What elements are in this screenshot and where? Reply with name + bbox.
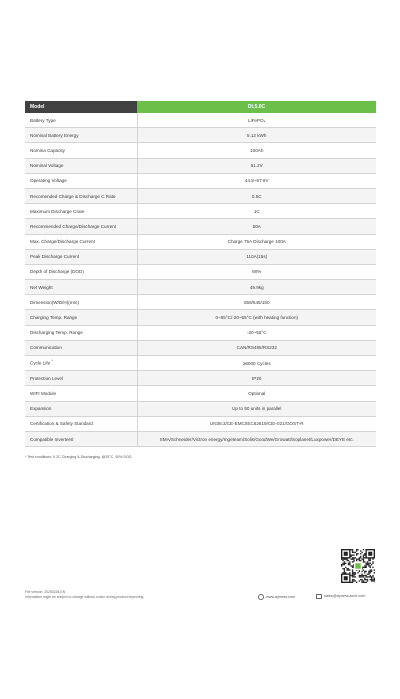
row-value: Optional	[137, 386, 376, 401]
row-label	[25, 188, 137, 203]
row-value: 90%	[137, 264, 376, 279]
table-row	[25, 264, 376, 279]
row-label	[25, 401, 137, 416]
row-value: 44.8~57.6V	[137, 173, 376, 188]
row-label	[25, 143, 137, 158]
table-row	[25, 356, 376, 371]
table-row	[25, 128, 376, 143]
row-label-text: Dimension(W/D/H)(mm)	[30, 299, 79, 305]
row-label	[25, 310, 137, 325]
row-label-text: Nomina Capacity	[30, 147, 65, 153]
row-label	[25, 128, 137, 143]
footer-contacts	[250, 594, 376, 602]
row-value: 1C	[137, 204, 376, 219]
row-value: 0.5C	[137, 188, 376, 203]
row-value: -20~55°C	[137, 325, 376, 340]
row-label-text: Charging Temp. Range	[30, 315, 78, 320]
table-row	[25, 295, 376, 310]
row-label	[25, 280, 137, 295]
row-value: Charge 75A Discharge 100A	[137, 234, 376, 249]
globe-icon	[258, 594, 264, 600]
table-row	[25, 340, 376, 355]
row-value: UN38.3/CE-EMC/IEC62619/CEI-021/GOST-R	[137, 416, 376, 431]
row-label	[25, 219, 137, 234]
row-value: ≥6000 Cycles	[137, 356, 376, 371]
row-label-text: Protection Level	[30, 375, 63, 381]
table-row	[25, 173, 376, 188]
row-label	[25, 264, 137, 279]
spec-table	[25, 101, 376, 447]
header-model-label: Model	[25, 101, 137, 113]
header-model-value: DL5.0C	[137, 101, 376, 113]
row-label-text: Peak Discharge Current	[30, 254, 80, 260]
table-row	[25, 219, 376, 234]
row-label-text: Recommended Charge/Discharge Current	[30, 223, 117, 229]
row-label-text: Expansion	[30, 406, 52, 412]
row-label	[25, 386, 137, 401]
row-label-text: Discharging Temp. Range	[30, 330, 83, 336]
table-row	[25, 249, 376, 264]
row-label-text: Certification & Safety Standard	[30, 421, 93, 427]
row-value: 5.12 kWh	[137, 128, 376, 143]
row-label	[25, 234, 137, 249]
disclaimer: Information might be subject to change without notice during product improving	[25, 595, 144, 600]
row-label	[25, 431, 137, 446]
row-value: 100Ah	[137, 143, 376, 158]
row-label-text: Nominal Battery Energy	[30, 132, 79, 138]
row-label	[25, 113, 137, 128]
row-label	[25, 204, 137, 219]
table-row	[25, 113, 376, 128]
row-label-footnote-mark: *	[51, 359, 53, 364]
row-value: Up to 50 units in parallel	[137, 401, 376, 416]
row-label	[25, 249, 137, 264]
table-row	[25, 188, 376, 203]
row-label-text: Max. Charge/Discharge Current	[30, 239, 95, 245]
row-label	[25, 325, 137, 340]
qr-code	[341, 549, 375, 583]
row-label	[25, 173, 137, 188]
mail-icon	[316, 594, 322, 599]
table-row	[25, 416, 376, 431]
row-value: 0~55°C/-20~55°C (with heating function)	[137, 310, 376, 325]
row-value: CAN/RS485/RS232	[137, 340, 376, 355]
row-label	[25, 371, 137, 386]
table-row	[25, 371, 376, 386]
test-conditions-note: * Test conditions: 0.2C Charging & Discharging. @25°C, 90% DOD	[25, 455, 132, 459]
row-value: SMA/Schneider/Victron energy/Ingeteam/Solis/GoodWe/Growatt/Soplanet/Luxpower/DEYE etc.	[137, 431, 376, 446]
spec-table-header	[25, 101, 376, 113]
row-label	[25, 158, 137, 173]
row-value: LiFePO₄	[137, 113, 376, 128]
row-label-text: Nominal Voltage	[30, 163, 64, 169]
table-row	[25, 310, 376, 325]
row-value: 51.2V	[137, 158, 376, 173]
row-value: 50A	[137, 219, 376, 234]
row-value: 110A(15s)	[137, 249, 376, 264]
email-link[interactable]	[316, 594, 365, 599]
table-row	[25, 143, 376, 158]
row-label-text: Cycle Life	[30, 360, 51, 366]
row-label-text: Depth of Discharge (DOD)	[30, 269, 84, 275]
footer-left	[25, 590, 225, 600]
file-version: File version: 20250228-EN	[25, 590, 66, 594]
website-link[interactable]	[258, 594, 295, 600]
table-row	[25, 386, 376, 401]
website-text: www.dyness.com	[266, 595, 296, 599]
row-label	[25, 340, 137, 355]
table-row	[25, 234, 376, 249]
row-label-text: Battery Type	[30, 117, 56, 123]
row-label-text: Compatible Invertersl	[30, 436, 74, 442]
row-value: 49.9kg	[137, 280, 376, 295]
table-row	[25, 280, 376, 295]
table-row	[25, 325, 376, 340]
row-label-text: Net Weight	[30, 284, 53, 290]
email-text: sales@dyness-tech.com	[324, 594, 366, 599]
row-label-text: Operating Voltage	[30, 178, 67, 184]
row-label-text: Recomended Charge & Discharge C Rate	[30, 193, 116, 199]
row-label	[25, 416, 137, 431]
row-label	[25, 356, 137, 371]
table-row	[25, 204, 376, 219]
row-label-text: WIFI Module	[30, 390, 57, 396]
row-label-text: Maximum Discharge Crate	[30, 208, 85, 214]
table-row	[25, 431, 376, 446]
row-label	[25, 295, 137, 310]
row-label-text: Communication	[30, 345, 62, 351]
row-value: IP20	[137, 371, 376, 386]
table-row	[25, 401, 376, 416]
row-value: 558/545/150	[137, 295, 376, 310]
table-row	[25, 158, 376, 173]
